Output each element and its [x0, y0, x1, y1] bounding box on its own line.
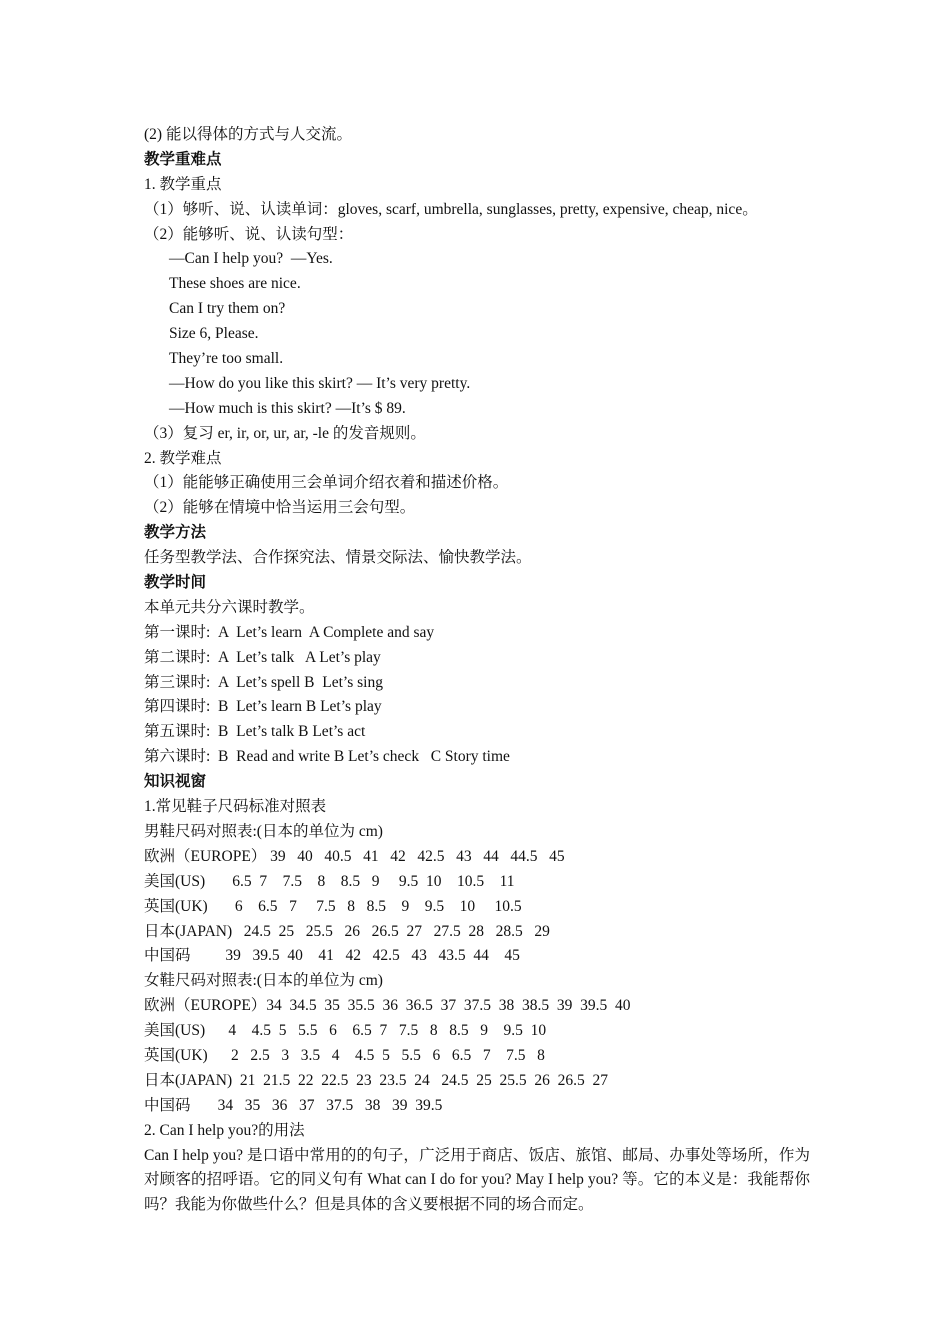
heading-key-difficult-points: 教学重难点: [144, 150, 222, 168]
lesson-item: 第一课时: A Let’s learn A Complete and say: [144, 623, 435, 641]
women-size-row: 中国码 34 35 36 37 37.5 38 39 39.5: [144, 1096, 443, 1114]
sentence-pattern: —How do you like this skirt? — It’s very pretty.: [169, 374, 471, 392]
subheading-key-points: 1. 教学重点: [144, 175, 222, 193]
women-size-row: 美国(US) 4 4.5 5 5.5 6 6.5 7 7.5 8 8.5 9 9.5 10: [144, 1022, 547, 1040]
women-size-row: 欧洲（EUROPE）34 34.5 35 35.5 36 36.5 37 37.5 38 38.5 39 39.5 40: [144, 997, 631, 1015]
women-size-row: 日本(JAPAN) 21 21.5 22 22.5 23 23.5 24 24.5 25 25.5 26 26.5 27: [144, 1071, 609, 1089]
men-size-row: 英国(UK) 6 6.5 7 7.5 8 8.5 9 9.5 10 10.5: [144, 897, 522, 915]
objective-2: (2) 能以得体的方式与人交流。: [144, 126, 352, 143]
difficult-point: （2）能够在情境中恰当运用三会句型。: [144, 499, 416, 517]
heading-teaching-time: 教学时间: [144, 574, 207, 592]
lesson-item: 第二课时: A Let’s talk A Let’s play: [144, 648, 381, 666]
difficult-point: （1）能能够正确使用三会单词介绍衣着和描述价格。: [144, 474, 509, 492]
sentence-pattern: These shoes are nice.: [169, 275, 301, 293]
subheading-difficult-points: 2. 教学难点: [144, 449, 222, 467]
women-size-chart-title: 女鞋尺码对照表:(日本的单位为 cm): [144, 972, 383, 990]
lesson-item: 第四课时: B Let’s learn B Let’s play: [144, 698, 382, 716]
key-point-vocabulary: （1）够听、说、认读单词：gloves, scarf, umbrella, sunglasses, pretty, expensive, cheap, nice。: [144, 200, 758, 218]
usage-paragraph: Can I help you? 是口语中常用的的句子，广泛用于商店、饭店、旅馆、邮局、办事处等场所，作为对顾客的招呼语。它的同义句有 What can I do for you? May I help you? 等。它的本义是：我能帮你吗？我能为你做些什么？但是具体的含义要根据不同的场合而定。: [144, 1146, 810, 1214]
men-size-chart-title: 男鞋尺码对照表:(日本的单位为 cm): [144, 822, 383, 840]
key-point-sentences: （2）能够听、说、认读句型：: [144, 225, 354, 243]
heading-knowledge-window: 知识视窗: [144, 773, 207, 791]
usage-heading: 2. Can I help you?的用法: [144, 1121, 305, 1139]
teaching-time-intro: 本单元共分六课时教学。: [144, 598, 315, 616]
lesson-item: 第五课时: B Let’s talk B Let’s act: [144, 723, 366, 741]
lesson-item: 第三课时: A Let’s spell B Let’s sing: [144, 673, 383, 691]
men-size-row: 欧洲（EUROPE） 39 40 40.5 41 42 42.5 43 44 44.5 45: [144, 847, 565, 865]
teaching-methods-text: 任务型教学法、合作探究法、情景交际法、愉快教学法。: [144, 549, 532, 567]
document-body: [144, 123, 810, 1218]
men-size-row: 日本(JAPAN) 24.5 25 25.5 26 26.5 27 27.5 28 28.5 29: [144, 922, 550, 940]
size-chart-title: 1.常见鞋子尺码标准对照表: [144, 798, 327, 816]
key-point-phonics: （3）复习 er, ir, or, ur, ar, -le 的发音规则。: [144, 424, 426, 442]
lesson-item: 第六课时: B Read and write B Let’s check C Story time: [144, 748, 510, 766]
men-size-row: 美国(US) 6.5 7 7.5 8 8.5 9 9.5 10 10.5 11: [144, 872, 515, 890]
sentence-pattern: Can I try them on?: [169, 300, 286, 318]
women-size-row: 英国(UK) 2 2.5 3 3.5 4 4.5 5 5.5 6 6.5 7 7.5 8: [144, 1046, 545, 1064]
sentence-pattern: —Can I help you? —Yes.: [169, 250, 333, 268]
heading-teaching-methods: 教学方法: [144, 524, 207, 542]
sentence-pattern: Size 6, Please.: [169, 325, 259, 343]
sentence-pattern: They’re too small.: [169, 350, 284, 368]
sentence-pattern: —How much is this skirt? —It’s $ 89.: [169, 399, 406, 417]
men-size-row: 中国码 39 39.5 40 41 42 42.5 43 43.5 44 45: [144, 947, 520, 965]
